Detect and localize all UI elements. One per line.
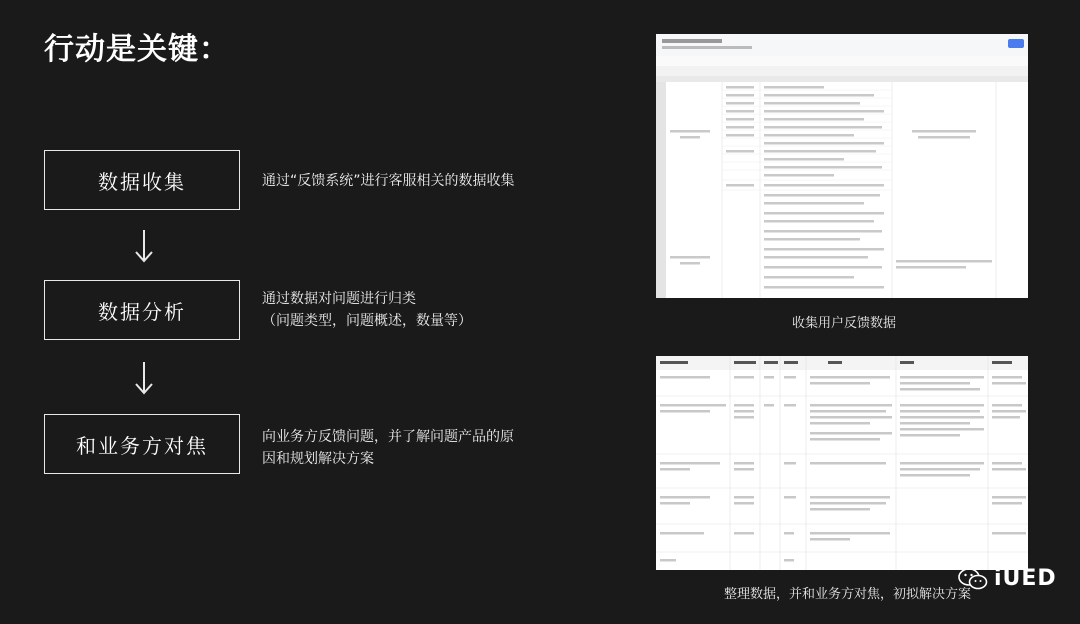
step-label: 数据收集 [98,169,186,194]
wechat-icon [958,567,988,591]
desc-line: 通过数据对问题进行归类 [262,291,416,307]
step-desc-data-analysis [262,288,472,332]
page-title: 行动是关键： [44,32,230,67]
step-box-data-analysis [44,280,240,340]
feedback-sheet-screenshot [656,34,1028,298]
desc-line: （问题类型，问题概述，数量等） [262,313,472,329]
caption-align-solution: 整理数据，并和业务方对焦，初拟解决方案 [724,587,972,602]
step-label: 数据分析 [98,299,186,324]
analysis-sheet-screenshot [656,356,1028,570]
brand-logo [958,566,1057,591]
step-desc-align-business [262,426,514,470]
arrow-down-icon [132,360,156,396]
step-box-align-business [44,414,240,474]
logo-text: iUED [994,566,1057,591]
desc-line: 因和规划解决方案 [262,451,374,467]
arrow-down-icon [132,228,156,264]
caption-collect-feedback: 收集用户反馈数据 [792,316,897,331]
step-desc-data-collection: 通过“反馈系统”进行客服相关的数据收集 [262,173,515,189]
step-label: 和业务方对焦 [76,433,208,458]
step-box-data-collection [44,150,240,210]
spreadsheet-thumbnail-image [656,34,1028,298]
desc-line: 向业务方反馈问题，并了解问题产品的原 [262,429,514,445]
spreadsheet-thumbnail-image [656,356,1028,570]
